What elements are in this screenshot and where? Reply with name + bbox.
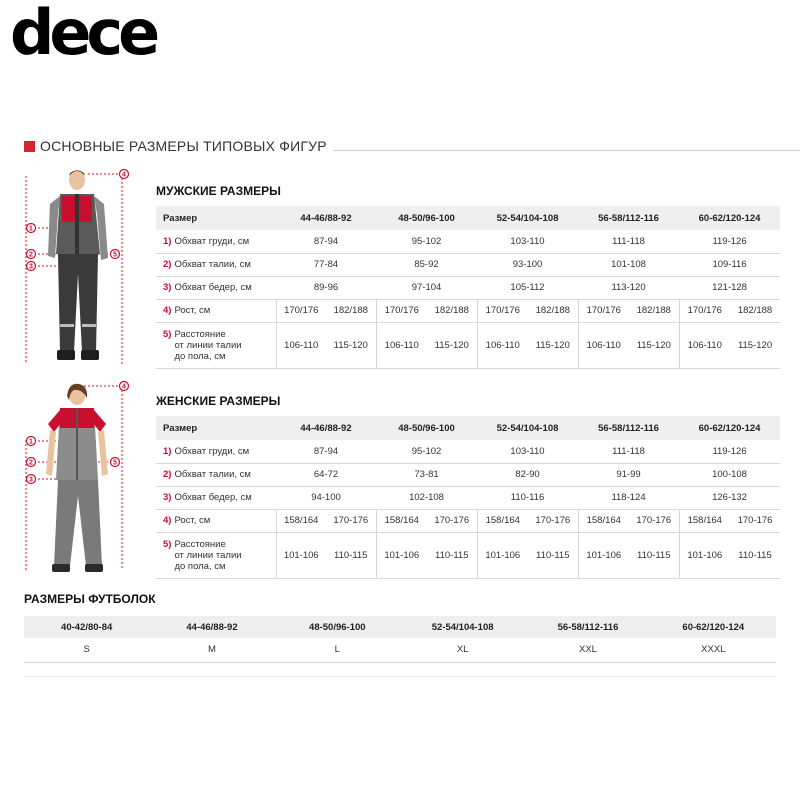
table-cell: 158/164 bbox=[679, 509, 730, 532]
table-cell: 118-124 bbox=[578, 486, 679, 509]
section-heading bbox=[24, 138, 800, 154]
header-size-col: 60-62/120-124 bbox=[679, 206, 780, 230]
heading-divider bbox=[333, 150, 800, 151]
header-size: Размер bbox=[156, 206, 276, 230]
header-size-col: 52-54/104-108 bbox=[477, 416, 578, 440]
table-cell: 115-120 bbox=[730, 322, 780, 368]
red-square-marker bbox=[24, 141, 35, 152]
row-number: 3) bbox=[163, 282, 172, 293]
table-row bbox=[156, 509, 780, 532]
marker-4: 4 bbox=[122, 171, 126, 179]
row-label-text: Обхват талии, см bbox=[174, 259, 251, 270]
table-cell: 109-116 bbox=[679, 253, 780, 276]
table-cell: M bbox=[149, 638, 274, 662]
table-row bbox=[156, 230, 780, 253]
table-cell: 85-92 bbox=[376, 253, 477, 276]
table-cell: 170-176 bbox=[326, 509, 376, 532]
table-header-row bbox=[156, 416, 780, 440]
table-cell: 170/176 bbox=[276, 299, 326, 322]
table-cell: 110-116 bbox=[477, 486, 578, 509]
table-cell: 87-94 bbox=[276, 440, 376, 463]
marker-3: 3 bbox=[29, 263, 33, 271]
header-size-col: 52-54/104-108 bbox=[400, 616, 525, 638]
table-cell: XXL bbox=[525, 638, 650, 662]
row-label-text: Расстояние от линии талии до пола, см bbox=[174, 328, 242, 362]
female-figure-illustration bbox=[22, 380, 134, 580]
table-cell: 115-120 bbox=[528, 322, 578, 368]
header-size-col: 48-50/96-100 bbox=[376, 416, 477, 440]
marker-4: 4 bbox=[122, 383, 126, 391]
row-label-text: Рост, см bbox=[174, 305, 211, 316]
marker-1: 1 bbox=[29, 438, 33, 446]
row-label bbox=[156, 253, 276, 276]
marker-5: 5 bbox=[113, 459, 117, 467]
table-cell: 87-94 bbox=[276, 230, 376, 253]
header-size-col: 52-54/104-108 bbox=[477, 206, 578, 230]
table-row bbox=[156, 532, 780, 578]
header-size-col: 56-58/112-116 bbox=[578, 206, 679, 230]
table-cell: 115-120 bbox=[629, 322, 679, 368]
table-cell: 103-110 bbox=[477, 440, 578, 463]
women-sizes-table bbox=[156, 416, 780, 579]
table-header-row bbox=[156, 206, 780, 230]
row-label-text: Обхват бедер, см bbox=[174, 282, 252, 293]
row-number: 1) bbox=[163, 445, 172, 457]
table-cell: 97-104 bbox=[376, 276, 477, 299]
table-cell: 115-120 bbox=[427, 322, 477, 368]
row-number: 2) bbox=[163, 259, 172, 270]
tshirt-sizes-title: РАЗМЕРЫ ФУТБОЛОК bbox=[24, 592, 156, 606]
row-label-text: Обхват груди, см bbox=[174, 445, 250, 457]
table-cell: L bbox=[275, 638, 400, 662]
table-cell: 115-120 bbox=[326, 322, 376, 368]
marker-2: 2 bbox=[29, 251, 33, 259]
table-cell: 94-100 bbox=[276, 486, 376, 509]
marker-2: 2 bbox=[29, 459, 33, 467]
row-label bbox=[156, 532, 276, 578]
table-cell: 89-96 bbox=[276, 276, 376, 299]
table-cell: 110-115 bbox=[326, 532, 376, 578]
table-cell: 158/164 bbox=[578, 509, 629, 532]
header-size-col: 60-62/120-124 bbox=[679, 416, 780, 440]
table-cell: 113-120 bbox=[578, 276, 679, 299]
male-figure-illustration bbox=[22, 164, 134, 374]
table-row bbox=[156, 486, 780, 509]
table-row bbox=[156, 299, 780, 322]
row-label bbox=[156, 276, 276, 299]
table-cell: 101-106 bbox=[477, 532, 528, 578]
row-label bbox=[156, 463, 276, 486]
row-label-text: Обхват бедер, см bbox=[174, 492, 252, 503]
row-label bbox=[156, 509, 276, 532]
marker-3: 3 bbox=[29, 476, 33, 484]
tshirt-sizes-table bbox=[24, 616, 776, 663]
row-label bbox=[156, 299, 276, 322]
table-cell: 100-108 bbox=[679, 463, 780, 486]
table-cell: 182/188 bbox=[528, 299, 578, 322]
table-cell: 82-90 bbox=[477, 463, 578, 486]
row-label-text: Расстояние от линии талии до пола, см bbox=[174, 538, 242, 572]
table-cell: 106-110 bbox=[376, 322, 427, 368]
table-cell: 158/164 bbox=[477, 509, 528, 532]
table-cell: 106-110 bbox=[578, 322, 629, 368]
row-label bbox=[156, 486, 276, 509]
row-number: 4) bbox=[163, 515, 172, 526]
header-size-col: 48-50/96-100 bbox=[275, 616, 400, 638]
bottom-divider bbox=[24, 676, 776, 677]
header-size-col: 48-50/96-100 bbox=[376, 206, 477, 230]
table-cell: 77-84 bbox=[276, 253, 376, 276]
row-number: 2) bbox=[163, 469, 172, 480]
header-size-col: 44-46/88-92 bbox=[149, 616, 274, 638]
table-cell: 101-106 bbox=[276, 532, 326, 578]
table-cell: 110-115 bbox=[629, 532, 679, 578]
table-header-row bbox=[24, 616, 776, 638]
row-number: 5) bbox=[163, 538, 172, 550]
table-row bbox=[156, 440, 780, 463]
header-size-col: 56-58/112-116 bbox=[578, 416, 679, 440]
table-cell: 170/176 bbox=[578, 299, 629, 322]
table-cell: 170-176 bbox=[427, 509, 477, 532]
table-cell: 95-102 bbox=[376, 440, 477, 463]
table-cell: 111-118 bbox=[578, 230, 679, 253]
table-cell: 101-108 bbox=[578, 253, 679, 276]
table-cell: 119-126 bbox=[679, 230, 780, 253]
table-row bbox=[156, 253, 780, 276]
table-cell: 91-99 bbox=[578, 463, 679, 486]
table-cell: 110-115 bbox=[427, 532, 477, 578]
table-cell: 95-102 bbox=[376, 230, 477, 253]
table-cell: 170-176 bbox=[629, 509, 679, 532]
table-cell: 111-118 bbox=[578, 440, 679, 463]
table-cell: 170/176 bbox=[477, 299, 528, 322]
table-cell: 73-81 bbox=[376, 463, 477, 486]
table-cell: 182/188 bbox=[427, 299, 477, 322]
table-row bbox=[24, 638, 776, 662]
table-cell: 170-176 bbox=[528, 509, 578, 532]
table-cell: 110-115 bbox=[528, 532, 578, 578]
row-label-text: Обхват груди, см bbox=[174, 235, 250, 247]
row-number: 1) bbox=[163, 235, 172, 247]
row-label bbox=[156, 322, 276, 368]
table-cell: 182/188 bbox=[730, 299, 780, 322]
row-label-text: Рост, см bbox=[174, 515, 211, 526]
men-sizes-table bbox=[156, 206, 780, 369]
row-label bbox=[156, 440, 276, 463]
row-number: 4) bbox=[163, 305, 172, 316]
table-cell: 121-128 bbox=[679, 276, 780, 299]
table-row bbox=[156, 322, 780, 368]
table-cell: 105-112 bbox=[477, 276, 578, 299]
header-size-col: 56-58/112-116 bbox=[525, 616, 650, 638]
table-cell: 106-110 bbox=[679, 322, 730, 368]
women-sizes-title: ЖЕНСКИЕ РАЗМЕРЫ bbox=[156, 394, 281, 408]
header-size-col: 44-46/88-92 bbox=[276, 416, 376, 440]
section-title: ОСНОВНЫЕ РАЗМЕРЫ ТИПОВЫХ ФИГУР bbox=[40, 138, 327, 154]
header-size-col: 44-46/88-92 bbox=[276, 206, 376, 230]
table-cell: 110-115 bbox=[730, 532, 780, 578]
table-cell: S bbox=[24, 638, 149, 662]
header-size-col: 60-62/120-124 bbox=[651, 616, 776, 638]
marker-1: 1 bbox=[29, 225, 33, 233]
table-cell: 64-72 bbox=[276, 463, 376, 486]
men-sizes-title: МУЖСКИЕ РАЗМЕРЫ bbox=[156, 184, 281, 198]
table-cell: 93-100 bbox=[477, 253, 578, 276]
brand-logo: dece bbox=[10, 0, 156, 69]
table-cell: 170/176 bbox=[376, 299, 427, 322]
table-cell: 101-106 bbox=[679, 532, 730, 578]
table-cell: 106-110 bbox=[276, 322, 326, 368]
table-cell: 170-176 bbox=[730, 509, 780, 532]
header-size: Размер bbox=[156, 416, 276, 440]
row-label-text: Обхват талии, см bbox=[174, 469, 251, 480]
row-label bbox=[156, 230, 276, 253]
table-cell: 101-106 bbox=[376, 532, 427, 578]
table-cell: XL bbox=[400, 638, 525, 662]
marker-5: 5 bbox=[113, 251, 117, 259]
table-cell: 126-132 bbox=[679, 486, 780, 509]
row-number: 3) bbox=[163, 492, 172, 503]
table-row bbox=[156, 463, 780, 486]
table-cell: 158/164 bbox=[276, 509, 326, 532]
table-cell: 102-108 bbox=[376, 486, 477, 509]
table-cell: XXXL bbox=[651, 638, 776, 662]
table-cell: 170/176 bbox=[679, 299, 730, 322]
table-cell: 103-110 bbox=[477, 230, 578, 253]
table-cell: 182/188 bbox=[326, 299, 376, 322]
table-cell: 182/188 bbox=[629, 299, 679, 322]
row-number: 5) bbox=[163, 328, 172, 340]
table-cell: 101-106 bbox=[578, 532, 629, 578]
table-row bbox=[156, 276, 780, 299]
header-size-col: 40-42/80-84 bbox=[24, 616, 149, 638]
table-cell: 119-126 bbox=[679, 440, 780, 463]
table-cell: 106-110 bbox=[477, 322, 528, 368]
table-cell: 158/164 bbox=[376, 509, 427, 532]
